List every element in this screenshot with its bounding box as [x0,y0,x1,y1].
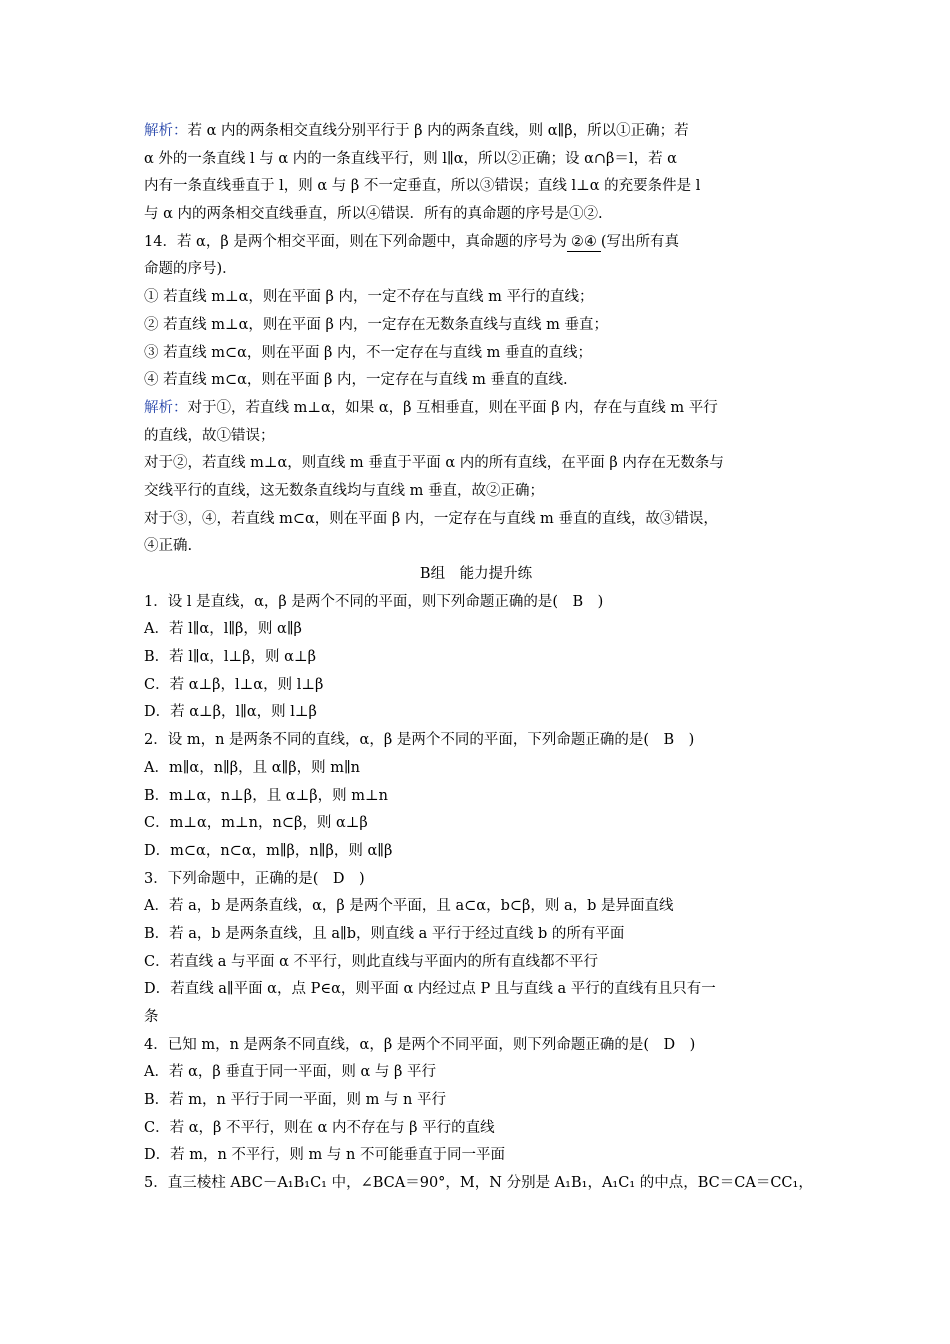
line-text: 若 α 内的两条相交直线分别平行于 β 内的两条直线，则 α∥β，所以①正确；若 [187,123,689,139]
text-line [144,1059,808,1087]
text-line [144,976,808,1004]
line-text: ② 若直线 m⊥α，则在平面 β 内，一定存在无数条直线与直线 m 垂直； [144,316,608,333]
line-text: 内有一条直线垂直于 l，则 α 与 β 不一定垂直，所以③错误；直线 l⊥α 的充要条件是 l [144,178,701,195]
text-line [144,367,808,395]
text-line [144,616,808,644]
line-text: B．若 m，n 平行于同一平面，则 m 与 n 平行 [144,1092,446,1109]
text-line [144,699,808,727]
text-line [144,1170,813,1198]
text-line [144,755,808,783]
line-text: 与 α 内的两条相交直线垂直，所以④错误．所有的真命题的序号是①②. [144,206,603,223]
text-line [144,506,808,534]
line-text: D．若 α⊥β，l∥α，则 l⊥β [144,704,317,721]
question-text: (写出所有真 [600,233,680,250]
line-text: B．若 l∥α，l⊥β，则 α⊥β [144,649,316,666]
line-text: 命题的序号)． [144,261,237,278]
text-line [144,727,808,755]
line-text: C．若 α，β 不平行，则在 α 内不存在与 β 平行的直线 [144,1119,495,1136]
text-line [144,1142,808,1170]
answer-blank: ②④ [567,233,601,252]
line-text: 4．已知 m，n 是两条不同直线，α，β 是两个不同平面，则下列命题正确的是( D ) [144,1036,696,1053]
text-line [144,284,808,312]
line-text: ④ 若直线 m⊂α，则在平面 β 内，一定存在与直线 m 垂直的直线. [144,372,568,389]
text-line [144,1004,808,1032]
line-text: D．若直线 a∥平面 α，点 P∈α，则平面 α 内经过点 P 且与直线 a 平行的直线有且只有一 [144,981,716,998]
line-text: A．若 α，β 垂直于同一平面，则 α 与 β 平行 [144,1064,436,1081]
line-text: 对于③，④，若直线 m⊂α，则在平面 β 内，一定存在与直线 m 垂直的直线，故③错误， [144,510,718,527]
line-text: D．若 m，n 不平行，则 m 与 n 不可能垂直于同一平面 [144,1147,505,1164]
text-line [144,783,808,811]
text-line [144,589,808,617]
line-text: B．m⊥α，n⊥β，且 α⊥β，则 m⊥n [144,787,388,804]
line-text: ③ 若直线 m⊂α，则在平面 β 内，不一定存在与直线 m 垂直的直线； [144,344,592,361]
document-body [144,118,813,1198]
text-line [144,866,808,894]
line-text: 交线平行的直线，这无数条直线均与直线 m 垂直，故②正确； [144,482,544,499]
line-text: D．m⊂α，n⊂α，m∥β，n∥β，则 α∥β [144,842,393,859]
text-line [144,1087,808,1115]
line-text: 对于①，若直线 m⊥α，如果 α，β 互相垂直，则在平面 β 内，存在与直线 m 平行 [187,399,718,416]
line-text: 的直线，故①错误； [144,427,275,444]
text-line [144,949,808,977]
line-text: B．若 a，b 是两条直线，且 a∥b，则直线 a 平行于经过直线 b 的所有平面 [144,925,625,942]
line-text: C．若 α⊥β，l⊥α，则 l⊥β [144,676,324,693]
text-line [144,1115,808,1143]
text-line [144,644,808,672]
text-line [144,810,808,838]
line-text: A．若 a，b 是两条直线，α，β 是两个平面，且 a⊂α，b⊂β，则 a，b 是异面直线 [144,898,674,915]
text-line [144,118,808,146]
text-line [144,201,808,229]
text-line [144,672,808,700]
text-line [144,921,808,949]
text-line [144,838,808,866]
question-text: 14．若 α，β 是两个相交平面，则在下列命题中，真命题的序号为 [144,233,567,250]
line-text: 对于②，若直线 m⊥α，则直线 m 垂直于平面 α 内的所有直线，在平面 β 内存在无数条与 [144,455,724,472]
text-line [144,450,808,478]
line-text: A．若 l∥α，l∥β，则 α∥β [144,621,302,638]
line-text: ① 若直线 m⊥α，则在平面 β 内，一定不存在与直线 m 平行的直线； [144,289,594,306]
line-text: 3．下列命题中，正确的是( D ) [144,870,365,887]
text-line [144,893,808,921]
section-heading [144,561,808,589]
text-line [144,340,808,368]
line-text: 2．设 m，n 是两条不同的直线，α，β 是两个不同的平面，下列命题正确的是( B ) [144,732,695,749]
analysis-label: 解析： [144,399,188,416]
text-line [144,312,808,340]
text-line [144,146,808,174]
text-line [144,395,808,423]
line-text: 5．直三棱柱 ABC－A₁B₁C₁ 中，∠BCA＝90°，M，N 分别是 A₁B₁，A₁C₁ 的中点，BC＝CA＝CC₁， [144,1175,813,1192]
analysis-label: 解析： [144,123,188,139]
line-text: C．m⊥α，m⊥n，n⊂β，则 α⊥β [144,815,368,832]
line-text: ④正确. [144,538,193,555]
text-line [144,173,808,201]
text-line [144,478,808,506]
text-line [144,229,808,257]
line-text: A．m∥α，n∥β，且 α∥β，则 m∥n [144,759,361,776]
line-text: α 外的一条直线 l 与 α 内的一条直线平行，则 l∥α，所以②正确；设 α∩β＝l，若 α [144,150,677,167]
text-line [144,1032,808,1060]
line-text: C．若直线 a 与平面 α 不平行，则此直线与平面内的所有直线都不平行 [144,953,598,970]
line-text: 1．设 l 是直线，α，β 是两个不同的平面，则下列命题正确的是( B ) [144,593,604,610]
line-text: B组 能力提升练 [419,566,533,582]
text-line [144,533,808,561]
line-text: 条 [144,1009,159,1025]
text-line [144,423,808,451]
text-line [144,256,808,284]
